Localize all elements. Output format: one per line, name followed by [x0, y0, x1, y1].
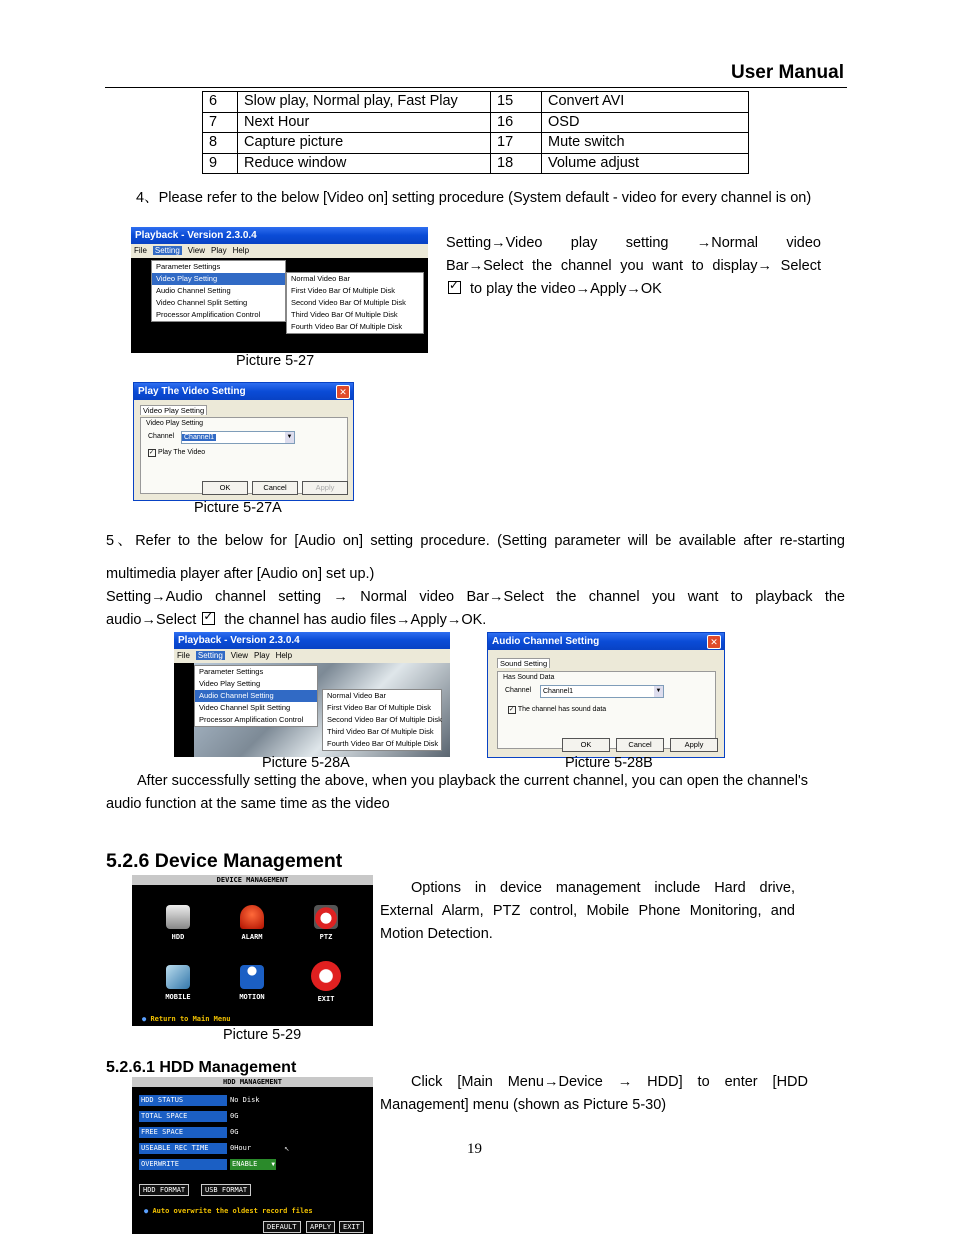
- table-cell: 18: [491, 153, 542, 174]
- video-steps-line2: Bar→Select the channel you want to display→ Select: [446, 258, 821, 274]
- menu-item[interactable]: Video Channel Split Setting: [199, 703, 291, 712]
- ptz-label: PTZ: [319, 933, 333, 941]
- table-cell: OSD: [542, 112, 749, 133]
- table-cell: 6: [203, 92, 238, 113]
- checkbox-icon: [448, 281, 461, 294]
- table-cell: Next Hour: [238, 112, 491, 133]
- device-text-line3: Motion Detection.: [380, 926, 493, 942]
- key-table: [202, 91, 749, 174]
- menu-item[interactable]: Fourth Video Bar Of Multiple Disk: [291, 322, 403, 331]
- table-cell: Convert AVI: [542, 92, 749, 113]
- menu-item[interactable]: Third Video Bar Of Multiple Disk: [327, 727, 434, 736]
- menu-item[interactable]: Normal Video Bar: [327, 691, 387, 700]
- menu-setting[interactable]: Setting: [154, 246, 180, 255]
- dialog-play-video-setting: [133, 382, 354, 501]
- overwrite-label: OVERWRITE: [139, 1159, 227, 1170]
- return-link[interactable]: [142, 1015, 231, 1023]
- screenshot-device-management: [132, 875, 373, 1026]
- ok-button[interactable]: OK: [202, 481, 248, 495]
- table-cell: 15: [491, 92, 542, 113]
- video-bar-flyout: [286, 272, 424, 334]
- header-title: User Manual: [731, 62, 844, 83]
- table-cell: Slow play, Normal play, Fast Play: [238, 92, 491, 113]
- table-row: [203, 133, 749, 154]
- table-cell: Volume adjust: [542, 153, 749, 174]
- cancel-button[interactable]: Cancel: [616, 738, 664, 752]
- dvr-title: DEVICE MANAGEMENT: [132, 875, 373, 885]
- menu-file[interactable]: File: [134, 246, 147, 255]
- play-video-checkbox-row[interactable]: [148, 449, 205, 457]
- screenshot-hdd-management: [132, 1077, 373, 1234]
- para-audio-line4: [106, 609, 486, 632]
- table-cell: 8: [203, 133, 238, 154]
- overwrite-note-text: Auto overwrite the oldest record files: [152, 1207, 313, 1215]
- mobile-item[interactable]: [148, 965, 208, 1001]
- table-cell: 7: [203, 112, 238, 133]
- hdd-status-label: HDD STATUS: [139, 1095, 227, 1106]
- overwrite-value: ENABLE: [232, 1160, 258, 1168]
- tab-video-play-setting[interactable]: Video Play Setting: [140, 405, 207, 415]
- return-label: Return to Main Menu: [150, 1015, 231, 1023]
- return-icon: ●: [142, 1015, 147, 1023]
- ptz-camera-icon: [314, 905, 338, 929]
- para-audio-line3: Setting→Audio channel setting → Normal video Bar→Select the channel you want to playback the: [106, 589, 845, 605]
- menu-play[interactable]: Play: [254, 651, 270, 660]
- exit-button[interactable]: EXIT: [339, 1221, 364, 1233]
- hdd-status-value: No Disk: [230, 1096, 260, 1104]
- table-cell: 9: [203, 153, 238, 174]
- para-audio-line1: 5、Refer to the below for [Audio on] setting procedure. (Setting parameter will be available after re-starting: [106, 533, 845, 549]
- table-cell: 17: [491, 133, 542, 154]
- dialog-title: Play The Video Setting: [134, 383, 353, 400]
- dialog-title: Audio Channel Setting: [488, 633, 724, 650]
- menu-item[interactable]: First Video Bar Of Multiple Disk: [327, 703, 432, 712]
- alarm-item[interactable]: [222, 905, 282, 941]
- menu-help[interactable]: Help: [275, 651, 293, 660]
- motion-item[interactable]: [222, 965, 282, 1001]
- menu-item[interactable]: First Video Bar Of Multiple Disk: [291, 286, 396, 295]
- close-icon[interactable]: ✕: [336, 385, 350, 399]
- ok-button[interactable]: OK: [562, 738, 610, 752]
- para-audio-line4a: audio→Select: [106, 612, 197, 628]
- menu-item[interactable]: Parameter Settings: [156, 262, 221, 271]
- chevron-down-icon[interactable]: ▼: [285, 432, 294, 443]
- menu-item[interactable]: Second Video Bar Of Multiple Disk: [291, 298, 406, 307]
- menu-item[interactable]: Processor Amplification Control: [199, 715, 304, 724]
- mobile-phone-icon: [166, 965, 190, 989]
- caption-5-27: Picture 5-27: [236, 353, 315, 369]
- close-icon[interactable]: ✕: [707, 635, 721, 649]
- table-row: [203, 112, 749, 133]
- section-heading-hdd-management: 5.2.6.1 HDD Management: [106, 1059, 297, 1076]
- apply-button[interactable]: Apply: [302, 481, 348, 495]
- channel-select[interactable]: [181, 431, 295, 444]
- para-video-on: 4、Please refer to the below [Video on] setting procedure (System default - video for every channel is on): [136, 190, 812, 206]
- group-label: Video Play Setting: [146, 420, 204, 427]
- menu-item[interactable]: Audio Channel Setting: [156, 286, 231, 295]
- cancel-button[interactable]: Cancel: [252, 481, 298, 495]
- table-cell: Mute switch: [542, 133, 749, 154]
- table-row: [203, 92, 749, 113]
- channel-label: Channel: [505, 687, 532, 694]
- table-cell: 16: [491, 112, 542, 133]
- dialog-body: [488, 650, 724, 757]
- channel-value: Channel1: [543, 688, 573, 695]
- exit-item[interactable]: [296, 961, 356, 1003]
- menu-setting[interactable]: Setting: [197, 651, 223, 660]
- mobile-label: MOBILE: [165, 993, 191, 1001]
- hdd-text-line1: Click [Main Menu→Device → HDD] to enter [HDD: [411, 1074, 808, 1090]
- menu-item[interactable]: Video Play Setting: [152, 273, 285, 285]
- caption-5-28a: Picture 5-28A: [262, 755, 350, 771]
- para-audio-line4b: the channel has audio files→Apply→OK.: [224, 612, 487, 628]
- menu-item[interactable]: Parameter Settings: [199, 667, 264, 676]
- checkbox-label: The channel has sound data: [517, 706, 607, 713]
- checkbox-icon[interactable]: ✓: [149, 450, 155, 456]
- hdd-format-button[interactable]: HDD FORMAT: [139, 1184, 189, 1196]
- setting-submenu: [194, 665, 318, 727]
- menu-item[interactable]: Fourth Video Bar Of Multiple Disk: [327, 739, 439, 748]
- device-text-line1: Options in device management include Hard drive,: [411, 880, 795, 896]
- menu-bar: [131, 244, 428, 258]
- caption-5-28b: Picture 5-28B: [565, 755, 653, 771]
- section-heading-device-management: 5.2.6 Device Management: [106, 850, 343, 872]
- menu-help[interactable]: Help: [232, 246, 250, 255]
- menu-view[interactable]: View: [187, 246, 205, 255]
- checkbox-icon[interactable]: ✓: [509, 707, 515, 713]
- menu-bar: [174, 649, 450, 663]
- menu-file[interactable]: File: [177, 651, 190, 660]
- caption-5-29: Picture 5-29: [223, 1027, 302, 1043]
- video-steps-line3-wrap: [446, 278, 662, 301]
- caption-5-27a: Picture 5-27A: [194, 500, 282, 516]
- dialog-body: [134, 400, 353, 500]
- chevron-down-icon[interactable]: ▼: [271, 1161, 275, 1168]
- tab-sound-setting[interactable]: Sound Setting: [497, 658, 550, 668]
- rec-time-value: 0Hour: [230, 1144, 252, 1152]
- menu-item[interactable]: Audio Channel Setting: [195, 690, 317, 702]
- cursor-icon: ↖: [284, 1144, 290, 1154]
- window-title: Playback - Version 2.3.0.4: [174, 632, 450, 649]
- menu-item[interactable]: Normal Video Bar: [291, 274, 351, 283]
- overwrite-note: [144, 1207, 313, 1215]
- video-steps-line1: Setting→Video play setting →Normal video: [446, 235, 821, 251]
- menu-item[interactable]: Video Channel Split Setting: [156, 298, 248, 307]
- device-text-line2: External Alarm, PTZ control, Mobile Phone Monitoring, and: [380, 903, 795, 919]
- table-row: [203, 153, 749, 174]
- free-space-label: FREE SPACE: [139, 1127, 227, 1138]
- hdd-label: HDD: [171, 933, 185, 941]
- menu-item[interactable]: Video Play Setting: [199, 679, 261, 688]
- para-audio-line2: multimedia player after [Audio on] set up.): [106, 566, 375, 582]
- menu-item[interactable]: Processor Amplification Control: [156, 310, 261, 319]
- dvr-title: HDD MANAGEMENT: [132, 1077, 373, 1087]
- motion-person-icon: [240, 965, 264, 989]
- after-text-line2: audio function at the same time as the video: [106, 796, 390, 812]
- apply-button[interactable]: Apply: [670, 738, 718, 752]
- default-button[interactable]: DEFAULT: [263, 1221, 301, 1233]
- checkbox-icon: [202, 612, 215, 625]
- alarm-icon: [240, 905, 264, 929]
- dialog-audio-channel-setting: [487, 632, 725, 758]
- apply-button[interactable]: APPLY: [306, 1221, 335, 1233]
- setting-submenu: [151, 260, 286, 322]
- window-title: Playback - Version 2.3.0.4: [131, 227, 428, 244]
- rec-time-label: USEABLE REC TIME: [139, 1143, 227, 1154]
- menu-play[interactable]: Play: [211, 246, 227, 255]
- after-text-line1: After successfully setting the above, when you playback the current channel, you can open the channel's: [137, 773, 808, 789]
- overwrite-select[interactable]: [230, 1159, 276, 1170]
- video-steps-line3: to play the video→Apply→OK: [470, 281, 662, 297]
- usb-format-button[interactable]: USB FORMAT: [201, 1184, 251, 1196]
- hdd-item[interactable]: [148, 905, 208, 941]
- table-cell: Reduce window: [238, 153, 491, 174]
- channel-select[interactable]: [540, 685, 664, 698]
- ptz-item[interactable]: [296, 905, 356, 941]
- menu-view[interactable]: View: [230, 651, 248, 660]
- alarm-label: ALARM: [241, 933, 263, 941]
- chevron-down-icon[interactable]: ▼: [654, 686, 663, 697]
- menu-item[interactable]: Third Video Bar Of Multiple Disk: [291, 310, 398, 319]
- channel-value: Channel1: [184, 434, 214, 441]
- exit-label: EXIT: [317, 995, 335, 1003]
- power-icon: [311, 961, 341, 991]
- group-label: Has Sound Data: [503, 674, 555, 681]
- hdd-text-line2: Management] menu (shown as Picture 5-30): [380, 1097, 667, 1113]
- free-space-value: 0G: [230, 1128, 239, 1136]
- channel-label: Channel: [148, 433, 175, 440]
- sound-data-checkbox-row[interactable]: [508, 706, 606, 714]
- menu-item[interactable]: Second Video Bar Of Multiple Disk: [327, 715, 442, 724]
- video-bar-flyout: [322, 689, 442, 751]
- table-cell: Capture picture: [238, 133, 491, 154]
- total-space-label: TOTAL SPACE: [139, 1111, 227, 1122]
- screenshot-playback-audio-menu: [174, 632, 450, 757]
- header-rule: [105, 87, 847, 88]
- screenshot-playback-video-menu: [131, 227, 428, 353]
- hdd-icon: [166, 905, 190, 929]
- checkbox-label: Play The Video: [157, 449, 206, 456]
- motion-label: MOTION: [239, 993, 265, 1001]
- total-space-value: 0G: [230, 1112, 239, 1120]
- info-icon: ●: [144, 1207, 149, 1215]
- page-number: 19: [467, 1141, 482, 1157]
